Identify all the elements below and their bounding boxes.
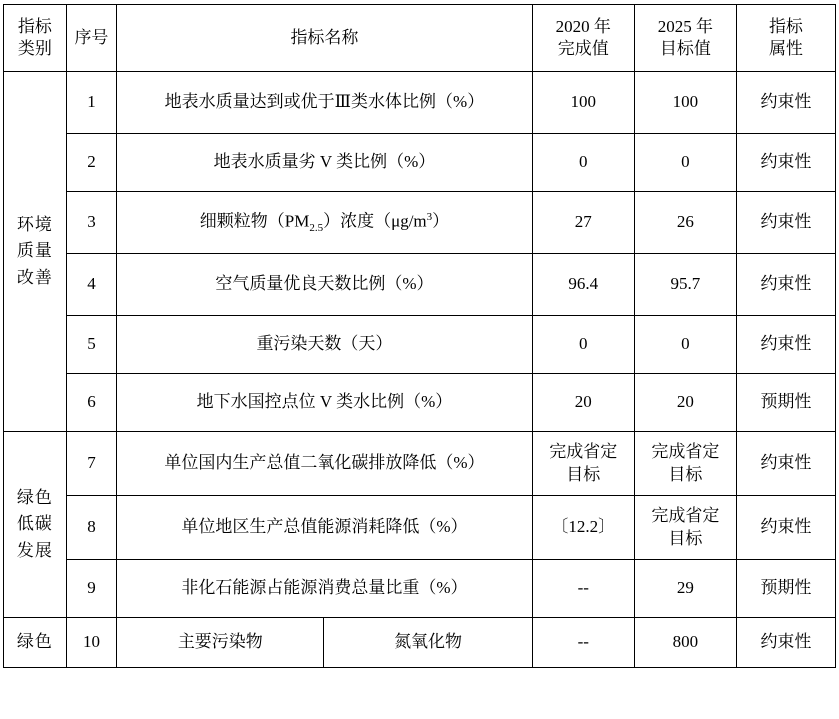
row-attribute: 约束性 bbox=[736, 432, 835, 496]
indicator-table bbox=[3, 4, 836, 668]
row-name bbox=[117, 192, 532, 254]
row-target-2025: 29 bbox=[634, 560, 736, 618]
row-value-2020-line2: 目标 bbox=[566, 464, 601, 484]
row-attribute: 预期性 bbox=[736, 374, 835, 432]
header-attribute-line1: 指标 bbox=[768, 16, 803, 36]
category-line2: 低碳 bbox=[16, 514, 53, 534]
table-row bbox=[4, 254, 836, 316]
category-line3: 改善 bbox=[16, 267, 53, 287]
header-category-line1: 指标 bbox=[17, 16, 52, 36]
row-attribute: 约束性 bbox=[736, 134, 835, 192]
row-target-2025: 100 bbox=[634, 72, 736, 134]
row-name-prefix: 细颗粒物（PM bbox=[199, 211, 310, 231]
row-value-2020: 〔12.2〕 bbox=[532, 496, 634, 560]
row-target-2025: 0 bbox=[634, 316, 736, 374]
category-line1: 绿色 bbox=[16, 632, 53, 652]
row-index: 6 bbox=[66, 374, 117, 432]
row-value-2020: 0 bbox=[532, 316, 634, 374]
header-index bbox=[66, 5, 117, 72]
row-name: 主要污染物 bbox=[117, 618, 324, 668]
row-value-2020: 20 bbox=[532, 374, 634, 432]
row-target-2025: 0 bbox=[634, 134, 736, 192]
table-row bbox=[4, 560, 836, 618]
row-value-2020-line1: 完成省定 bbox=[549, 442, 618, 462]
row-attribute: 约束性 bbox=[736, 192, 835, 254]
row-index: 8 bbox=[66, 496, 117, 560]
row-name-superscript: 3 bbox=[426, 210, 433, 223]
header-name bbox=[117, 5, 532, 72]
row-name: 空气质量优良天数比例（%） bbox=[117, 254, 532, 316]
row-index: 7 bbox=[66, 432, 117, 496]
row-value-2020: 0 bbox=[532, 134, 634, 192]
row-target-2025: 800 bbox=[634, 618, 736, 668]
row-value-2020: -- bbox=[532, 560, 634, 618]
row-target-2025-line1: 完成省定 bbox=[651, 442, 720, 462]
row-value-2020: 96.4 bbox=[532, 254, 634, 316]
row-name-mid: ）浓度（μg/m bbox=[323, 211, 427, 231]
header-category bbox=[4, 5, 67, 72]
row-index: 3 bbox=[66, 192, 117, 254]
row-name: 单位国内生产总值二氧化碳排放降低（%） bbox=[117, 432, 532, 496]
row-index: 1 bbox=[66, 72, 117, 134]
row-target-2025 bbox=[634, 432, 736, 496]
row-name-detail: 氮氧化物 bbox=[324, 618, 532, 668]
table-row bbox=[4, 374, 836, 432]
table-header-row bbox=[4, 5, 836, 72]
header-index-line1: 序号 bbox=[74, 27, 109, 47]
row-index: 10 bbox=[66, 618, 117, 668]
row-value-2020: 27 bbox=[532, 192, 634, 254]
header-value-2020-line1: 2020 年 bbox=[555, 16, 611, 36]
row-attribute: 约束性 bbox=[736, 72, 835, 134]
row-name: 重污染天数（天） bbox=[117, 316, 532, 374]
row-name: 地下水国控点位 V 类水比例（%） bbox=[117, 374, 532, 432]
table-row bbox=[4, 618, 836, 668]
row-target-2025-line1: 完成省定 bbox=[651, 506, 720, 526]
row-target-2025-line2: 目标 bbox=[668, 528, 703, 548]
header-target-2025-line2: 目标值 bbox=[659, 39, 711, 58]
header-name-line1: 指标名称 bbox=[290, 27, 359, 47]
row-name-subscript: 2.5 bbox=[309, 221, 324, 234]
header-target-2025-line1: 2025 年 bbox=[657, 16, 713, 36]
row-target-2025 bbox=[634, 496, 736, 560]
header-attribute-line2: 属性 bbox=[768, 39, 803, 58]
table-row bbox=[4, 432, 836, 496]
row-name: 非化石能源占能源消费总量比重（%） bbox=[117, 560, 532, 618]
row-value-2020 bbox=[532, 432, 634, 496]
table-row bbox=[4, 496, 836, 560]
row-attribute: 约束性 bbox=[736, 254, 835, 316]
category-cell-green-low-carbon bbox=[4, 432, 67, 618]
row-value-2020: 100 bbox=[532, 72, 634, 134]
category-line2: 质量 bbox=[16, 241, 53, 261]
table-header bbox=[4, 5, 836, 72]
category-cell-green bbox=[4, 618, 67, 668]
row-target-2025: 26 bbox=[634, 192, 736, 254]
header-attribute bbox=[736, 5, 835, 72]
header-target-2025 bbox=[634, 5, 736, 72]
table-body bbox=[4, 72, 836, 668]
row-name-suffix: ） bbox=[432, 211, 450, 231]
row-index: 4 bbox=[66, 254, 117, 316]
header-category-line2: 类别 bbox=[17, 39, 52, 58]
header-value-2020 bbox=[532, 5, 634, 72]
row-target-2025: 95.7 bbox=[634, 254, 736, 316]
row-attribute: 约束性 bbox=[736, 496, 835, 560]
row-index: 9 bbox=[66, 560, 117, 618]
row-value-2020: -- bbox=[532, 618, 634, 668]
category-line3: 发展 bbox=[16, 540, 53, 560]
table-row bbox=[4, 134, 836, 192]
row-name: 单位地区生产总值能源消耗降低（%） bbox=[117, 496, 532, 560]
row-target-2025-line2: 目标 bbox=[668, 464, 703, 484]
category-line1: 绿色 bbox=[16, 487, 53, 507]
row-attribute: 约束性 bbox=[736, 618, 835, 668]
category-line1: 环境 bbox=[16, 214, 53, 234]
row-index: 5 bbox=[66, 316, 117, 374]
row-name: 地表水质量劣 V 类比例（%） bbox=[117, 134, 532, 192]
row-name: 地表水质量达到或优于Ⅲ类水体比例（%） bbox=[117, 72, 532, 134]
table-row bbox=[4, 316, 836, 374]
row-index: 2 bbox=[66, 134, 117, 192]
category-cell-environment bbox=[4, 72, 67, 432]
header-value-2020-line2: 完成值 bbox=[557, 39, 609, 58]
row-attribute: 预期性 bbox=[736, 560, 835, 618]
row-attribute: 约束性 bbox=[736, 316, 835, 374]
table-row bbox=[4, 72, 836, 134]
table-row bbox=[4, 192, 836, 254]
row-target-2025: 20 bbox=[634, 374, 736, 432]
